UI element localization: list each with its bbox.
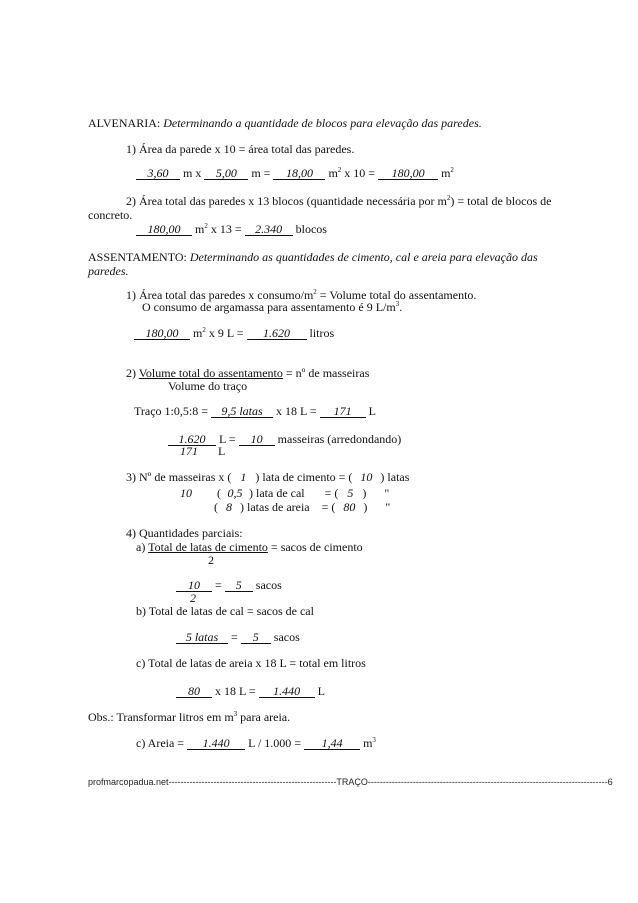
traco-calc — [134, 404, 376, 418]
footer-section: TRAÇO — [336, 777, 368, 787]
item4b-formula: b) Total de latas de cal = sacos de cal — [136, 604, 314, 618]
text: L / 1.000 = — [248, 736, 302, 750]
alvenaria-item2-calc — [136, 222, 327, 236]
text: m = — [251, 166, 271, 180]
text: = — [231, 630, 238, 644]
areia-conversion — [136, 736, 376, 750]
value-field: 3,60 — [136, 167, 180, 180]
value-field: 180,00 — [134, 327, 190, 340]
value-field: 180,00 — [378, 167, 438, 180]
text: L — [368, 404, 376, 418]
value-field: 180,00 — [136, 223, 192, 236]
alvenaria-item1-calc — [136, 166, 454, 180]
text: masseiras (arredondando) — [277, 432, 402, 446]
value-field: 5,00 — [204, 167, 248, 180]
text: litros — [309, 326, 335, 340]
text: x 13 = — [210, 222, 242, 236]
item4a-calc — [176, 578, 282, 592]
assentamento-item2-denominator: Volume do traço — [168, 379, 248, 393]
alvenaria-item2-text: 2) Área total das paredes x 13 blocos (quantidade necessária por $m^2$) = total de blocos de — [126, 194, 552, 208]
text: Traço 1:0,5:8 = — [134, 404, 208, 418]
assentamento-item1-calc — [134, 326, 334, 340]
item4a-denominator: 2 — [208, 553, 214, 567]
item4a-calc-den: 2 — [190, 591, 196, 605]
assentamento-heading — [88, 250, 538, 264]
text: $m^2$ — [193, 326, 206, 340]
alvenaria-subtitle: Determinando a quantidade de blocos para elevação das paredes. — [163, 116, 482, 130]
value-field: 171 — [320, 405, 366, 418]
item4b-calc — [176, 630, 300, 644]
value-field: 9,5 latas — [211, 405, 273, 418]
text: x 18 L = — [276, 404, 317, 418]
assentamento-item1-note: O consumo de argamassa para assentamento é 9 $L/m^3$. — [142, 300, 403, 314]
text: $m^3$ — [363, 736, 376, 750]
alvenaria-item2-text-cont: concreto. — [88, 208, 133, 222]
value-field: 5 latas — [176, 631, 228, 644]
text: $m^2$ — [195, 222, 208, 236]
masseiras-row-areia: ( 8 ) latas de areia = ( 80 ) " — [214, 500, 391, 514]
item4c-calc — [176, 684, 325, 698]
value-field: 18,00 — [273, 167, 325, 180]
alvenaria-heading — [88, 116, 482, 130]
masseiras-row-cal: 10 ( 0,5 ) lata de cal = ( 5 ) " — [180, 486, 390, 500]
value-field: 1.440 — [259, 685, 315, 698]
text: sacos — [255, 578, 282, 592]
value-field: 5 — [241, 631, 271, 644]
assentamento-subtitle-cont: paredes. — [88, 264, 129, 278]
value-field: 1.440 — [187, 737, 245, 750]
footer-site: profmarcopadua.net — [88, 777, 169, 787]
value-field: 10 — [176, 579, 212, 592]
alvenaria-label: ALVENARIA: — [88, 116, 161, 130]
assentamento-label: ASSENTAMENTO: — [88, 250, 187, 264]
masseiras-fraction-den: 171 L — [180, 444, 226, 458]
text: blocos — [295, 222, 327, 236]
text: $m^2$ — [441, 166, 454, 180]
text: x 10 = — [344, 166, 376, 180]
value-field: 10 — [239, 433, 275, 446]
footer-dashes-left: -------------------------------------------------------- — [168, 777, 337, 787]
page-footer — [88, 777, 613, 787]
text: c) Areia = — [136, 736, 185, 750]
value-field: 1.620 — [247, 327, 307, 340]
quantidades-title: 4) Quantidades parciais: — [126, 526, 243, 540]
text: L — [317, 684, 325, 698]
text: L = — [219, 432, 236, 446]
text: $m^2$ — [328, 166, 342, 180]
text: = — [215, 578, 222, 592]
text: x 9 L = — [208, 326, 244, 340]
assentamento-subtitle: Determinando as quantidades de cimento, cal e areia para elevação das — [189, 250, 538, 264]
value-field: 1,44 — [304, 737, 360, 750]
value-field: 80 — [176, 685, 212, 698]
page-number: 6 — [607, 777, 613, 787]
text: sacos — [273, 630, 300, 644]
assentamento-item1-text: 1) Área total das paredes x consumo/$m^2$ = Volume total do assentamento. — [126, 288, 477, 302]
item4c-formula: c) Total de latas de areia x 18 L = total em litros — [136, 656, 366, 670]
value-field: 5 — [225, 579, 253, 592]
footer-dashes-right: -------------------------------------------------------------------------------- — [367, 777, 608, 787]
alvenaria-item1-text: 1) Área da parede x 10 = área total das paredes. — [126, 142, 355, 156]
text: x 18 L = — [215, 684, 256, 698]
text: m x — [183, 166, 202, 180]
value-field: 2.340 — [245, 223, 293, 236]
item4a-formula: a) Total de latas de cimento = sacos de cimento — [136, 540, 363, 554]
obs-note: Obs.: Transformar litros em $m^3$ para areia. — [88, 710, 291, 724]
assentamento-item2-formula: 2) Volume total do assentamento = nº de masseiras — [126, 366, 370, 380]
masseiras-row-cimento: 3) Nº de masseiras x ( 1 ) lata de cimento = ( 10 ) latas — [126, 470, 410, 484]
value-field: 1.620 — [168, 433, 216, 446]
